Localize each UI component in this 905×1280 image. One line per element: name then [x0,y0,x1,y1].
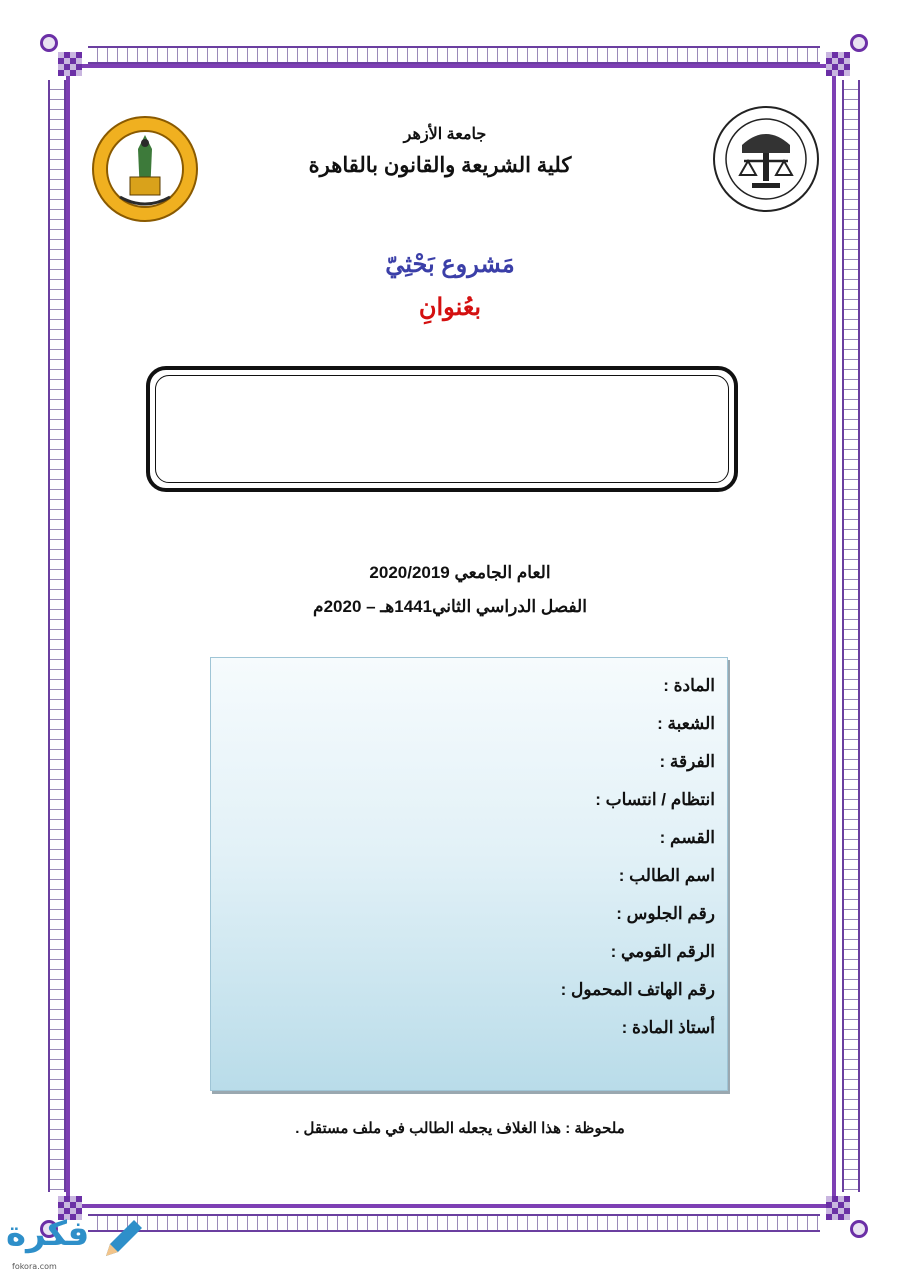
cover-note: ملحوظة : هذا الغلاف يجعله الطالب في ملف مستقل . [295,1120,625,1137]
corner-top-left [40,34,86,80]
border-bottom [88,1214,820,1232]
border-top [88,46,820,64]
border-left [48,80,66,1192]
field-subject: المادة : [663,676,715,695]
research-title-box[interactable] [146,366,738,492]
field-national-id: الرقم القومي : [610,942,715,961]
research-title-box-inner [155,375,729,483]
student-info-box [210,657,728,1091]
by-title-label: بعُنوانِ [418,294,482,321]
student-info-list [225,672,715,1052]
field-level: الفرقة : [659,752,715,771]
corner-bottom-right [822,1192,868,1238]
border-right [842,80,860,1192]
university-name: جامعة الأزهر [403,126,487,143]
field-seat-number: رقم الجلوس : [616,904,715,923]
academic-semester: الفصل الدراسي الثاني1441هـ – 2020م [313,597,587,616]
academic-year: العام الجامعي 2020/2019 [369,563,551,582]
field-instructor: أستاذ المادة : [621,1018,715,1037]
project-title: مَشروع بَحْثِيّ [385,251,515,278]
al-azhar-university-logo [90,115,200,223]
field-mobile-number: رقم الهاتف المحمول : [560,980,715,999]
field-department: القسم : [659,828,715,847]
faculty-shariah-law-logo [712,105,820,213]
field-enrollment-type: انتظام / انتساب : [595,790,715,809]
college-name: كلية الشريعة والقانون بالقاهرة [308,154,572,177]
corner-top-right [822,34,868,80]
watermark-domain: fokora.com [12,1262,57,1271]
watermark-brand: فكرة [6,1214,90,1254]
pencil-icon [100,1216,146,1262]
field-student-name: اسم الطالب : [618,866,715,885]
field-division: الشعبة : [657,714,715,733]
